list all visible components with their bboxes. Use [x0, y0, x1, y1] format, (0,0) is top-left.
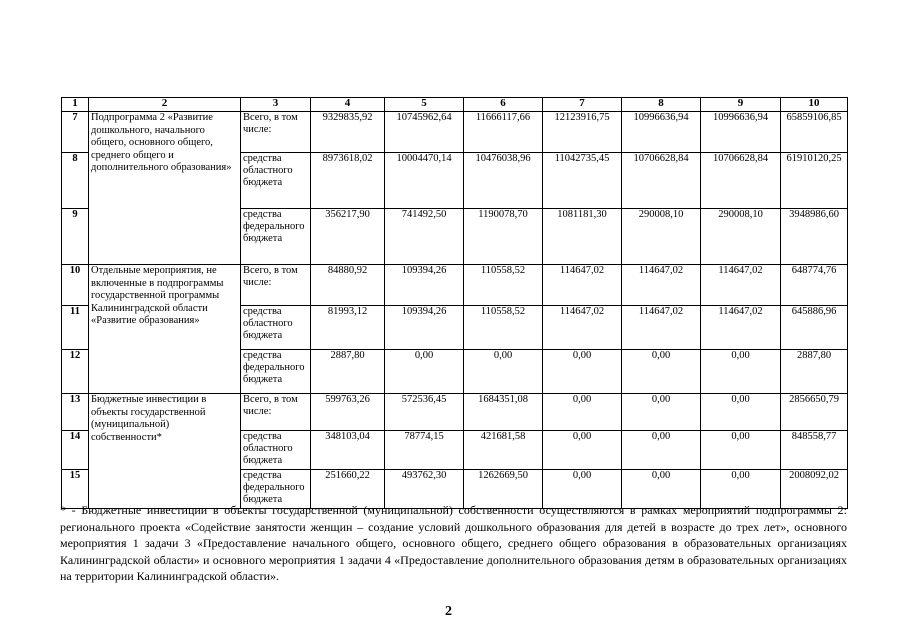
program-name: Подпрограмма 2 «Развитие дошкольного, начального общего, основного общего, среднего общего и дополнительного образования»	[89, 112, 241, 265]
value-cell: 741492,50	[385, 209, 464, 265]
value-cell: 3948986,60	[781, 209, 848, 265]
value-cell: 0,00	[622, 470, 701, 509]
value-cell: 348103,04	[311, 431, 385, 470]
row-number: 11	[62, 306, 89, 350]
funding-source: средства федерального бюджета	[241, 209, 311, 265]
value-cell: 0,00	[385, 350, 464, 394]
program-name: Отдельные мероприятия, не включенные в подпрограммы государственной программы Калининградской области «Развитие образования»	[89, 265, 241, 394]
row-number: 8	[62, 153, 89, 209]
footnote: * - Бюджетные инвестиции в объекты государственной (муниципальной) собственности осуществляются в рамках мероприятий подпрограммы 2: регионального проекта «Содействие занятости женщин – создание условий дошкольного образования для детей в возрасте до трех лет», основного мероприятия 1 задачи 3 «Предоставление начального общего, основного общего, среднего общего образования в образовательных организациях Калининградской области» и основного мероприятия 1 задачи 4 «Предоставление дополнительного образования детям в образовательных организациях на территории Калининградской области».	[60, 503, 847, 583]
funding-source: средства областного бюджета	[241, 153, 311, 209]
value-cell: 61910120,25	[781, 153, 848, 209]
value-cell: 114647,02	[543, 306, 622, 350]
value-cell: 81993,12	[311, 306, 385, 350]
value-cell: 2887,80	[781, 350, 848, 394]
table-header-row	[62, 98, 848, 112]
value-cell: 10745962,64	[385, 112, 464, 153]
table-row	[62, 265, 848, 306]
page-number: 2	[445, 604, 452, 619]
row-number: 14	[62, 431, 89, 470]
value-cell: 0,00	[543, 394, 622, 431]
value-cell: 10996636,94	[622, 112, 701, 153]
funding-source: Всего, в том числе:	[241, 394, 311, 431]
value-cell: 110558,52	[464, 265, 543, 306]
column-header: 4	[311, 98, 385, 112]
value-cell: 78774,15	[385, 431, 464, 470]
value-cell: 8973618,02	[311, 153, 385, 209]
value-cell: 10476038,96	[464, 153, 543, 209]
column-header: 3	[241, 98, 311, 112]
value-cell: 848558,77	[781, 431, 848, 470]
row-number: 13	[62, 394, 89, 431]
value-cell: 10996636,94	[701, 112, 781, 153]
value-cell: 648774,76	[781, 265, 848, 306]
value-cell: 1190078,70	[464, 209, 543, 265]
value-cell: 2887,80	[311, 350, 385, 394]
value-cell: 0,00	[543, 431, 622, 470]
funding-source: средства федерального бюджета	[241, 350, 311, 394]
value-cell: 0,00	[543, 470, 622, 509]
value-cell: 0,00	[622, 350, 701, 394]
value-cell: 0,00	[622, 394, 701, 431]
column-header: 9	[701, 98, 781, 112]
value-cell: 1684351,08	[464, 394, 543, 431]
funding-source: средства областного бюджета	[241, 431, 311, 470]
value-cell: 2856650,79	[781, 394, 848, 431]
row-number: 7	[62, 112, 89, 153]
value-cell: 0,00	[701, 394, 781, 431]
value-cell: 9329835,92	[311, 112, 385, 153]
value-cell: 0,00	[701, 350, 781, 394]
value-cell: 114647,02	[543, 265, 622, 306]
value-cell: 10706628,84	[701, 153, 781, 209]
value-cell: 110558,52	[464, 306, 543, 350]
value-cell: 572536,45	[385, 394, 464, 431]
value-cell: 11042735,45	[543, 153, 622, 209]
funding-source: Всего, в том числе:	[241, 112, 311, 153]
value-cell: 421681,58	[464, 431, 543, 470]
funding-source: средства областного бюджета	[241, 306, 311, 350]
value-cell: 0,00	[543, 350, 622, 394]
row-number: 9	[62, 209, 89, 265]
value-cell: 645886,96	[781, 306, 848, 350]
table-row	[62, 394, 848, 431]
value-cell: 11666117,66	[464, 112, 543, 153]
value-cell: 114647,02	[701, 306, 781, 350]
value-cell: 599763,26	[311, 394, 385, 431]
value-cell: 114647,02	[622, 306, 701, 350]
value-cell: 84880,92	[311, 265, 385, 306]
value-cell: 290008,10	[701, 209, 781, 265]
row-number: 15	[62, 470, 89, 509]
value-cell: 0,00	[464, 350, 543, 394]
value-cell: 109394,26	[385, 306, 464, 350]
value-cell: 0,00	[622, 431, 701, 470]
value-cell: 12123916,75	[543, 112, 622, 153]
value-cell: 10004470,14	[385, 153, 464, 209]
value-cell: 1081181,30	[543, 209, 622, 265]
value-cell: 65859106,85	[781, 112, 848, 153]
value-cell: 109394,26	[385, 265, 464, 306]
value-cell: 0,00	[701, 431, 781, 470]
value-cell: 114647,02	[701, 265, 781, 306]
budget-table	[61, 97, 848, 509]
column-header: 2	[89, 98, 241, 112]
column-header: 1	[62, 98, 89, 112]
value-cell: 0,00	[701, 470, 781, 509]
row-number: 10	[62, 265, 89, 306]
value-cell: 493762,30	[385, 470, 464, 509]
value-cell: 290008,10	[622, 209, 701, 265]
column-header: 8	[622, 98, 701, 112]
column-header: 7	[543, 98, 622, 112]
value-cell: 251660,22	[311, 470, 385, 509]
value-cell: 2008092,02	[781, 470, 848, 509]
value-cell: 356217,90	[311, 209, 385, 265]
funding-source: Всего, в том числе:	[241, 265, 311, 306]
value-cell: 10706628,84	[622, 153, 701, 209]
column-header: 10	[781, 98, 848, 112]
program-name: Бюджетные инвестиции в объекты государственной (муниципальной) собственности*	[89, 394, 241, 509]
value-cell: 1262669,50	[464, 470, 543, 509]
funding-source: средства федерального бюджета	[241, 470, 311, 509]
column-header: 6	[464, 98, 543, 112]
row-number: 12	[62, 350, 89, 394]
value-cell: 114647,02	[622, 265, 701, 306]
column-header: 5	[385, 98, 464, 112]
table-row	[62, 112, 848, 153]
